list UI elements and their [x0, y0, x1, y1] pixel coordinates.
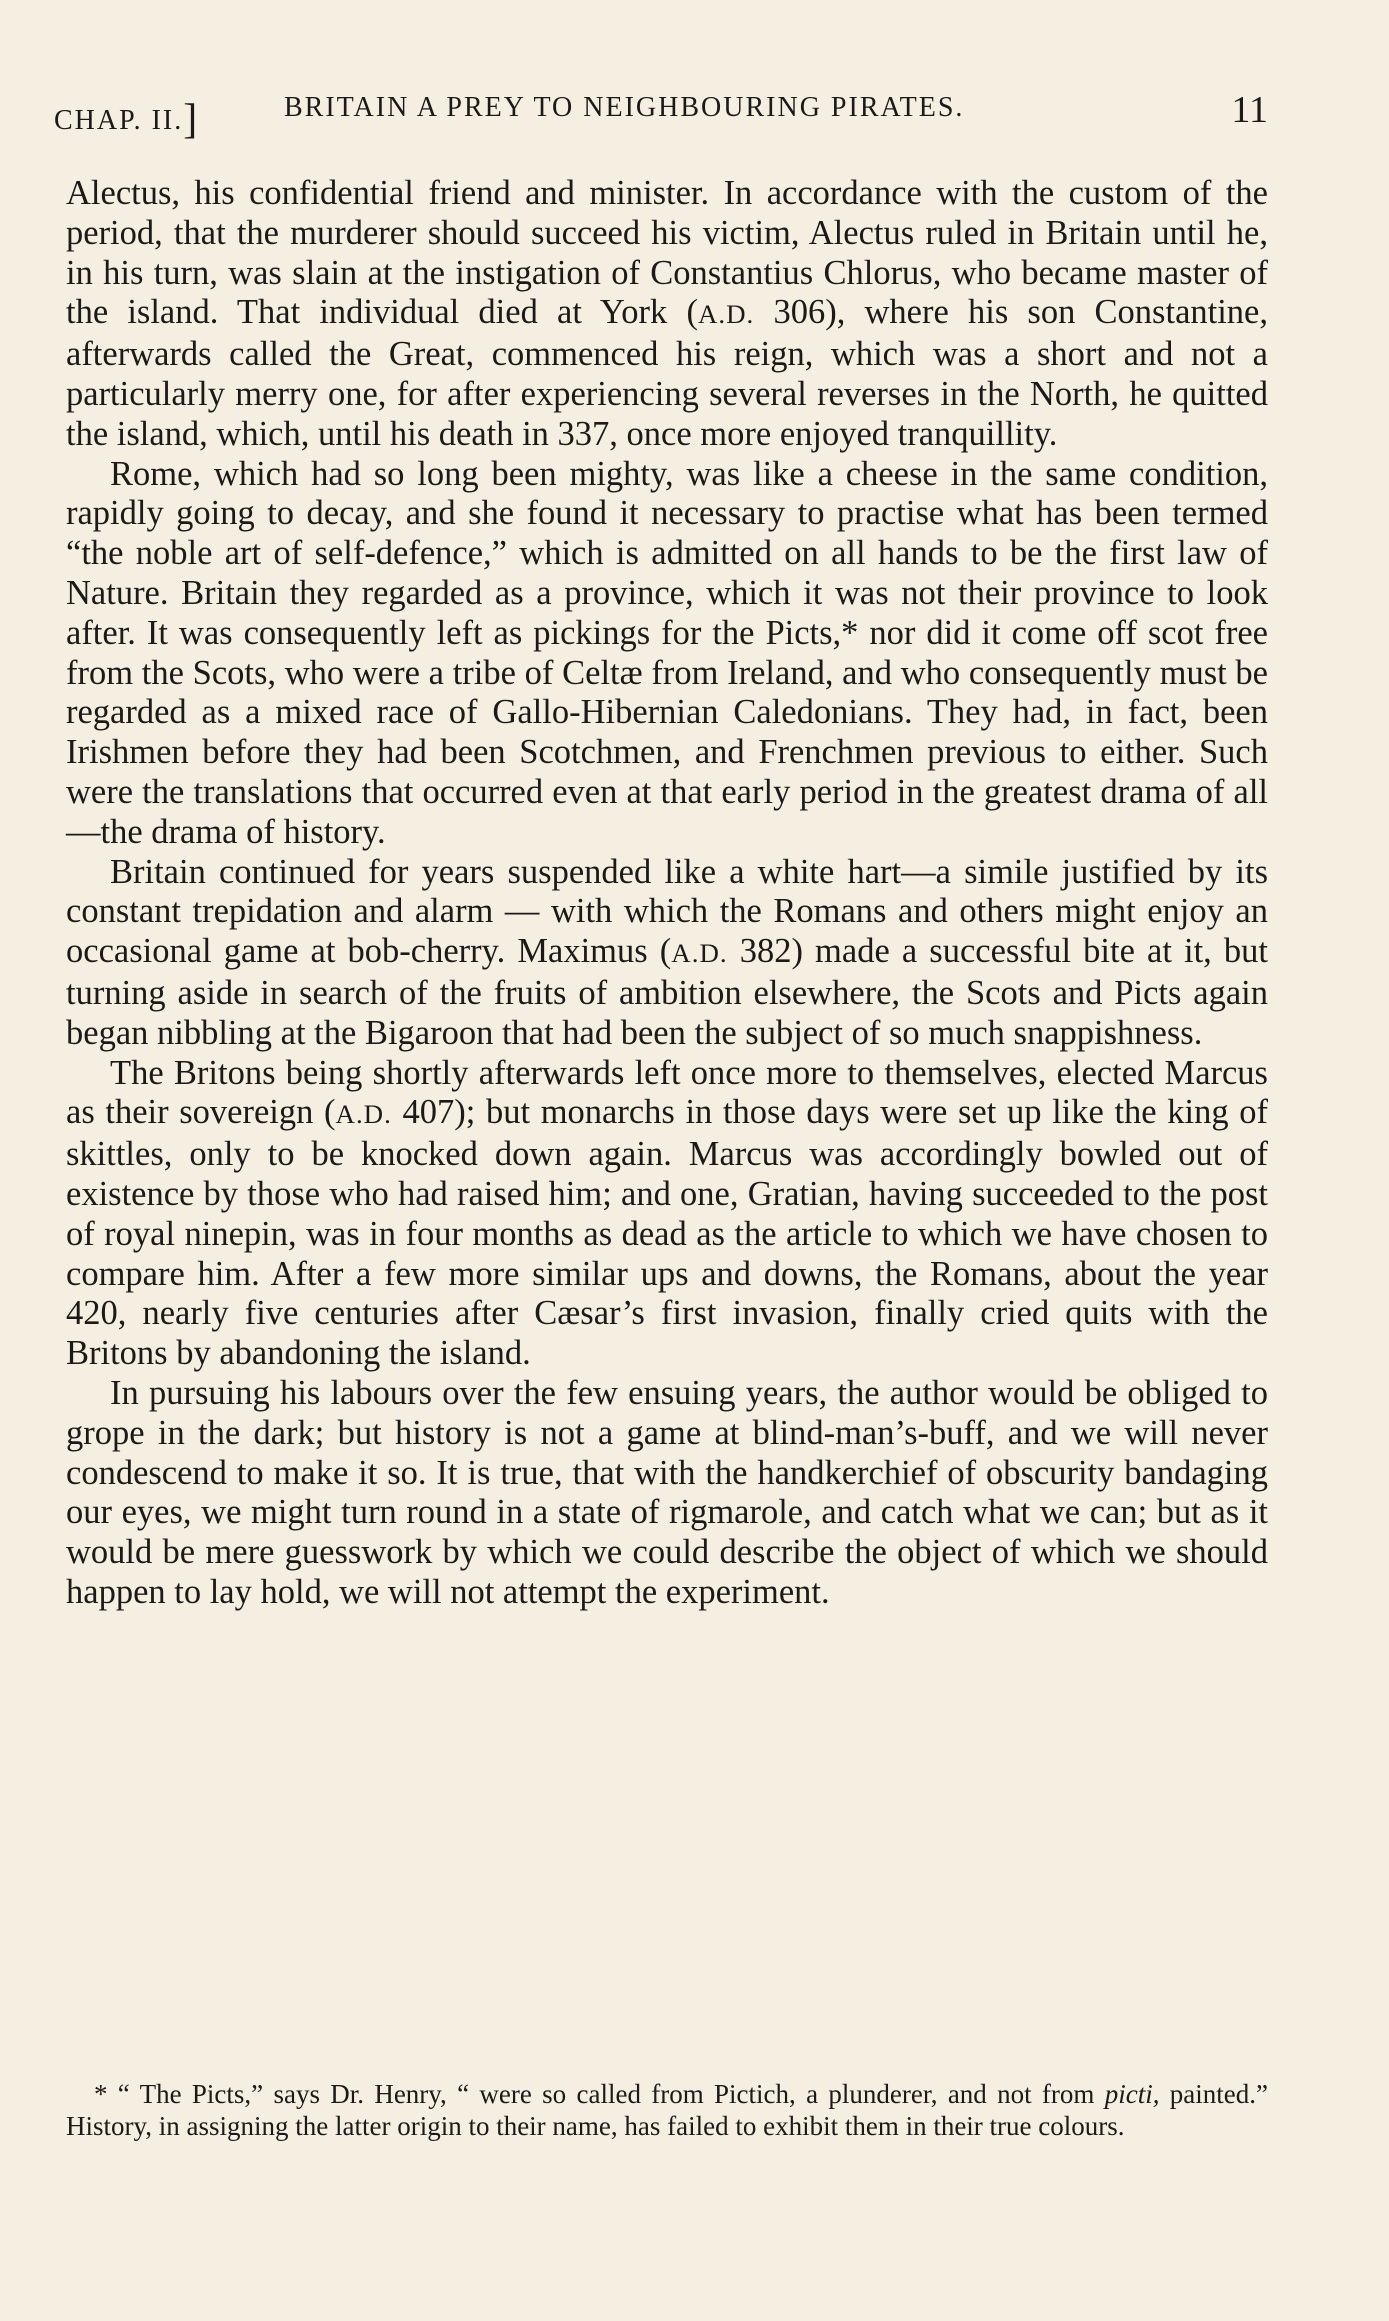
paragraph-1-text-cont: 306), where his son Constantine, afterwards called the Great, commenced his reign, which was a short and not a particularly merry one, for after experiencing several reverses in the North, he quitted the island, which, until his death in 337, once more enjoyed tranquillity. — [66, 293, 1268, 453]
paragraph-2: Rome, which had so long been mighty, was like a cheese in the same condition, rapidly going to decay, and she found it necessary to practise what has been termed “the noble art of self-defence,” which is admitted on all hands to be the first law of Nature. Britain they regarded as a province, which it was not their province to look after. It was consequently left as pickings for the Picts,* nor did it come off scot free from the Scots, who were a tribe of Celtæ from Ireland, and who consequently must be regarded as a mixed race of Gallo-Hibernian Caledonians. They had, in fact, been Irishmen before they had been Scotchmen, and Frenchmen previous to either. Such were the translations that occurred even at that early period in the greatest drama of all—the drama of history. — [66, 454, 1268, 851]
page-number: 11 — [1231, 89, 1268, 131]
footnote-italic: picti, — [1104, 2079, 1160, 2109]
footnote-text-cont: painted.” History, in assigning the latter origin to their name, has failed to exhibit them in their true colours. — [66, 2079, 1268, 2141]
paragraph-3 — [66, 853, 1268, 1054]
paragraph-4-text-cont: 407); but monarchs in those days were set up like the king of skittles, only to be knocked down again. Marcus was accordingly bowled out of existence by those who had raised him; and one, Gratian, having succeeded to the post of royal ninepin, was in four months as dead as the article to which we have chosen to compare him. After a few more similar ups and downs, the Romans, about the year 420, nearly five centuries after Cæsar’s first invasion, finally cried quits with the Britons by abandoning the island. — [66, 1093, 1268, 1373]
era-abbrev: A.D. — [697, 299, 755, 330]
running-head — [54, 89, 1268, 143]
paragraph-4-text: The Britons being shortly afterwards left once more to themselves, elected Marcus as their sovereign ( — [66, 1053, 1268, 1132]
paragraph-3-text-cont: 382) made a successful bite at it, but turning aside in search of the fruits of ambition elsewhere, the Scots and Picts again began nibbling at the Bigaroon that had been the subject of so much snappishness. — [66, 932, 1268, 1052]
paragraph-5: In pursuing his labours over the few ensuing years, the author would be obliged to grope in the dark; but history is not a game at blind-man’s-buff, and we will never condescend to make it so. It is true, that with the handkerchief of obscurity bandaging our eyes, we might turn round in a state of rigmarole, and catch what we can; but as it would be mere guesswork by which we could describe the object of which we should happen to lay hold, we will not attempt the experiment. — [66, 1373, 1268, 1611]
paragraph-1-text: Alectus, his confidential friend and minister. In accordance with the custom of the period, that the murderer should succeed his victim, Alectus ruled in Britain until he, in his turn, was slain at the instigation of Constantius Chlorus, who became master of the island. That individual died at York ( — [66, 174, 1268, 332]
paragraph-1 — [66, 174, 1268, 455]
footnote — [66, 2078, 1268, 2142]
era-abbrev: A.D. — [335, 1099, 392, 1130]
chapter-text: CHAP. II. — [54, 105, 184, 136]
running-title: BRITAIN A PREY TO NEIGHBOURING PIRATES. — [284, 92, 965, 123]
chapter-bracket: ] — [183, 97, 198, 143]
era-abbrev: A.D. — [671, 938, 728, 969]
paragraph-4 — [66, 1054, 1268, 1374]
footnote-text: * “ The Picts,” says Dr. Henry, “ were so called from Pictich, a plunderer, and not from — [94, 2079, 1105, 2109]
body-text — [66, 174, 1268, 1613]
paragraph-3-text: Britain continued for years suspended like a white hart—a simile justified by its constant trepidation and alarm — with which the Romans and others might enjoy an occasional game at bob-cherry. Maximus ( — [66, 852, 1268, 971]
chapter-label — [54, 92, 198, 143]
